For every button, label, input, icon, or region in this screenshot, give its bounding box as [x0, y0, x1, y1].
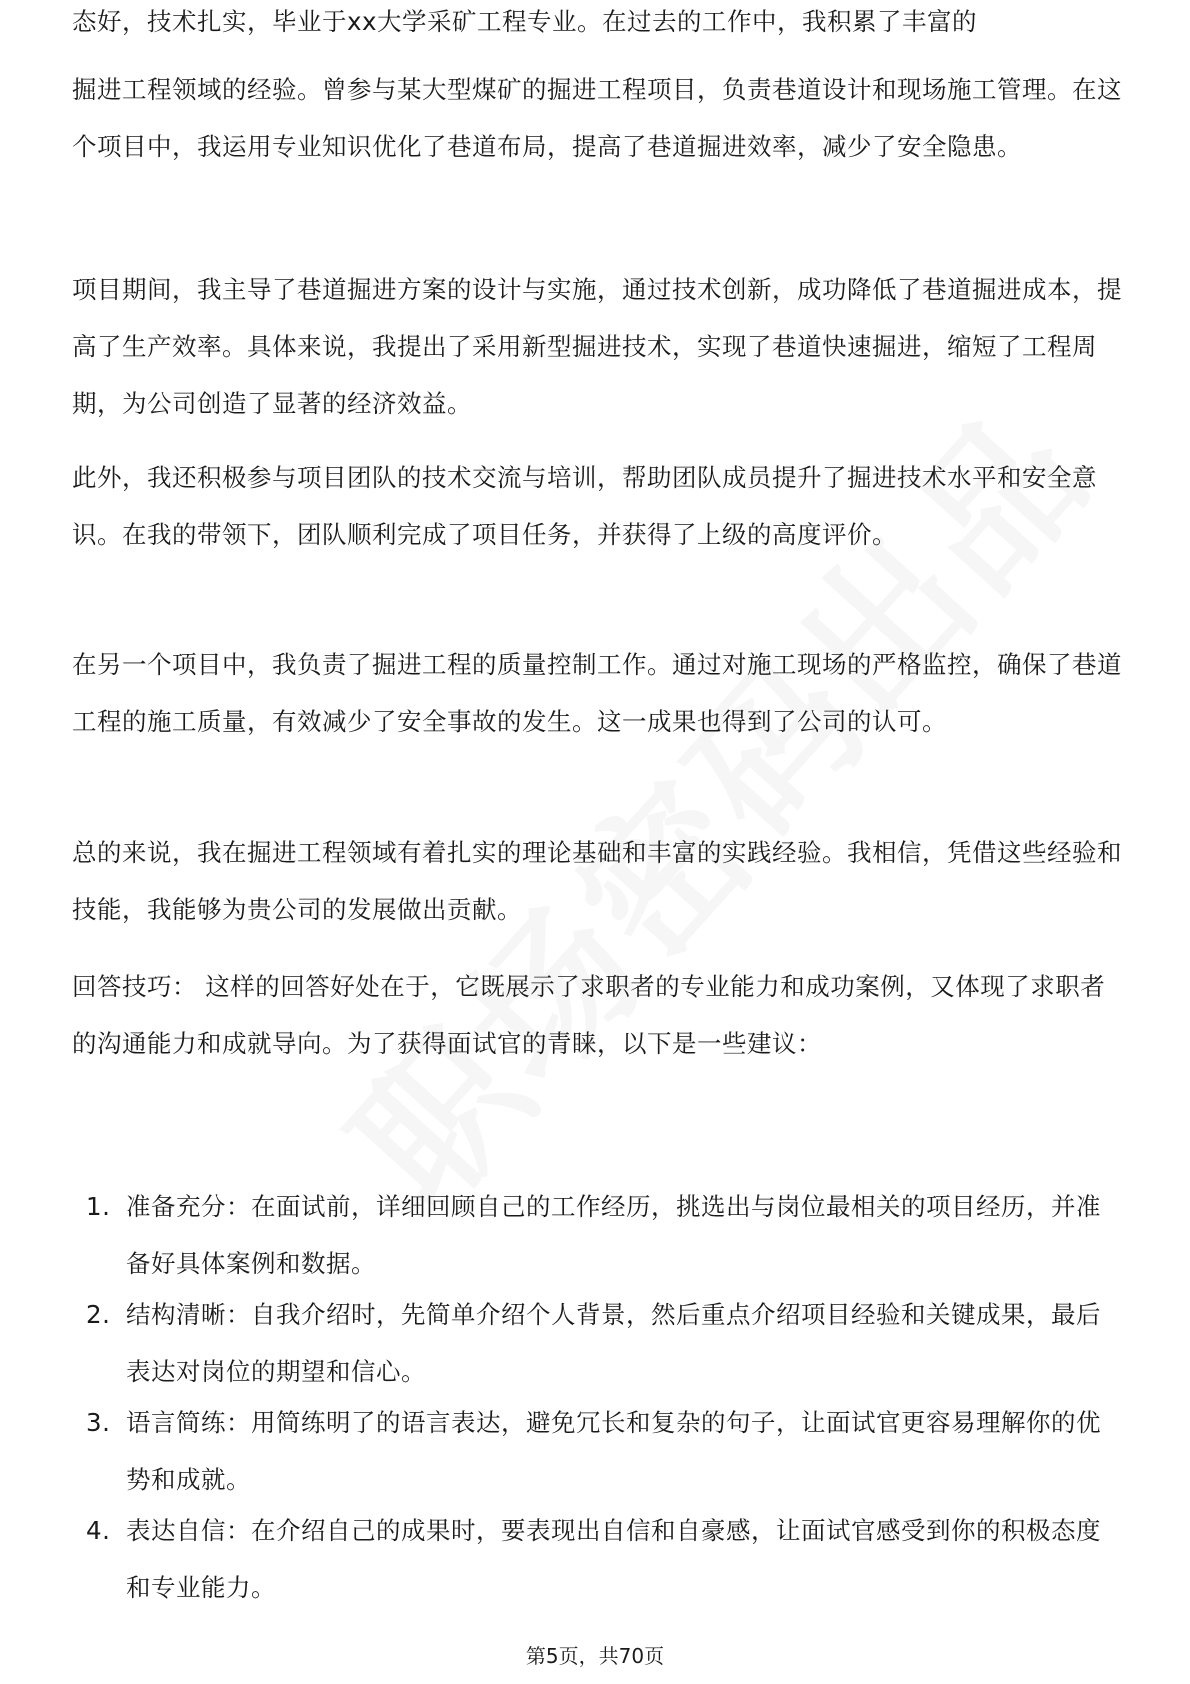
list-item-text: 准备充分：在面试前，详细回顾自己的工作经历，挑选出与岗位最相关的项目经历，并准备好具体案例和数据。 [126, 1192, 1101, 1278]
list-item-text: 表达自信：在介绍自己的成果时，要表现出自信和自豪感，让面试官感受到你的积极态度和专业能力。 [126, 1516, 1101, 1602]
tips-list [72, 1178, 1122, 1616]
paragraph-2: 项目期间，我主导了巷道掘进方案的设计与实施，通过技术创新，成功降低了巷道掘进成本，提高了生产效率。具体来说，我提出了采用新型掘进技术，实现了巷道快速掘进，缩短了工程周期，为公司创造了显著的经济效益。 [72, 275, 1122, 418]
paragraph-3: 此外，我还积极参与项目团队的技术交流与培训，帮助团队成员提升了掘进技术水平和安全意识。在我的带领下，团队顺利完成了项目任务，并获得了上级的高度评价。 [72, 463, 1097, 549]
list-item-text: 结构清晰：自我介绍时，先简单介绍个人背景，然后重点介绍项目经验和关键成果，最后表达对岗位的期望和信心。 [126, 1300, 1101, 1386]
list-item [72, 1286, 1122, 1400]
page-number: 第5页，共70页 [525, 1644, 665, 1668]
paragraph-answer-tips: 回答技巧： 这样的回答好处在于，它既展示了求职者的专业能力和成功案例，又体现了求职者的沟通能力和成就导向。为了获得面试官的青睐，以下是一些建议： [72, 972, 1106, 1058]
list-item [72, 1178, 1122, 1292]
paragraph-4: 在另一个项目中，我负责了掘进工程的质量控制工作。通过对施工现场的严格监控，确保了巷道工程的施工质量，有效减少了安全事故的发生。这一成果也得到了公司的认可。 [72, 650, 1122, 736]
paragraph-5: 总的来说，我在掘进工程领域有着扎实的理论基础和丰富的实践经验。我相信，凭借这些经验和技能，我能够为贵公司的发展做出贡献。 [72, 838, 1122, 924]
list-item-number: 3. [86, 1408, 111, 1437]
partial-top-line-text: 态好，技术扎实，毕业于xx大学采矿工程专业。在过去的工作中，我积累了丰富的 [72, 7, 977, 36]
list-item [72, 1502, 1122, 1616]
list-item-number: 2. [86, 1300, 111, 1329]
list-item-number: 1. [86, 1192, 111, 1221]
paragraph-1: 掘进工程领域的经验。曾参与某大型煤矿的掘进工程项目，负责巷道设计和现场施工管理。在这个项目中，我运用专业知识优化了巷道布局，提高了巷道掘进效率，减少了安全隐患。 [72, 75, 1122, 161]
list-item [72, 1394, 1122, 1508]
partial-top-line [72, 7, 1122, 50]
list-item-text: 语言简练：用简练明了的语言表达，避免冗长和复杂的句子，让面试官更容易理解你的优势和成就。 [126, 1408, 1101, 1494]
list-item-number: 4. [86, 1516, 111, 1545]
